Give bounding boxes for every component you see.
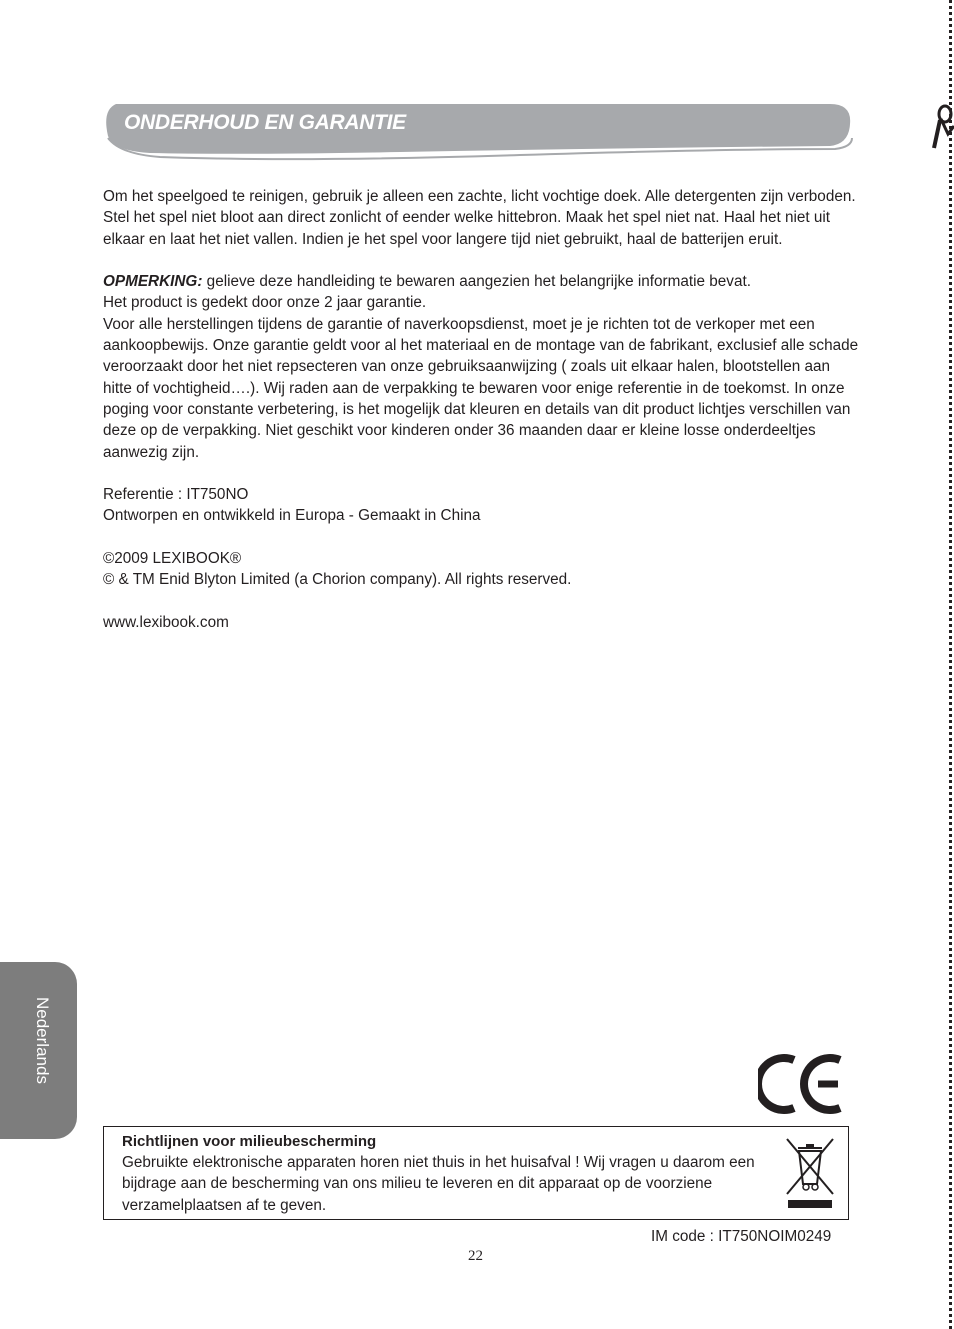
reference-line: Referentie : IT750NO: [103, 486, 249, 504]
note-label: OPMERKING:: [103, 273, 203, 291]
crossed-out-wheelie-bin-icon: [784, 1134, 836, 1214]
section-title: ONDERHOUD EN GARANTIE: [124, 111, 406, 134]
environment-heading: Richtlijnen voor milieubescherming: [122, 1133, 377, 1150]
language-tab-label: Nederlands: [33, 997, 52, 1084]
body-text: [103, 186, 863, 633]
page-number: 22: [468, 1248, 483, 1264]
care-paragraph: Om het speelgoed te reinigen, gebruik je alleen een zachte, licht vochtige doek. Alle detergenten zijn verboden. Stel het spel niet bloot aan direct zonlicht of eender welke hittebron. Maak het spel niet nat. Haal het niet uit elkaar en laat het niet vallen. Indien je het spel voor langere tijd niet gebruikt, haal de batterijen eruit.: [103, 188, 856, 248]
origin-line: Ontworpen en ontwikkeld in Europa - Gemaakt in China: [103, 507, 481, 525]
copyright-tm: © & TM Enid Blyton Limited (a Chorion company). All rights reserved.: [103, 571, 572, 589]
environment-text: Gebruikte elektronische apparaten horen niet thuis in het huisafval ! Wij vragen u daarom een bijdrage aan de bescherming van ons milieu te leveren en dit apparaat op de voorziene verzamelplaatsen af te geven.: [122, 1154, 755, 1214]
scissors-icon: [928, 104, 954, 152]
guarantee-line: Het product is gedekt door onze 2 jaar garantie.: [103, 294, 427, 312]
ce-mark-icon: [758, 1052, 846, 1116]
website-link[interactable]: www.lexibook.com: [103, 613, 229, 631]
copyright-lexibook: ©2009 LEXIBOOK®: [103, 550, 242, 568]
note-text: gelieve deze handleiding te bewaren aangezien het belangrijke informatie bevat.: [202, 273, 751, 291]
dotted-cut-line: [949, 0, 952, 1329]
service-paragraph: Voor alle herstellingen tijdens de garantie of naverkoopsdienst, moet je je richten tot de verkoper met een aankoopbewijs. Onze garantie geldt voor al het materiaal en de montage van de fabrikant, exclusief alle schade veroorzaakt door het niet repsecteren van onze gebruiksaanwijzing ( zoals uit elkaar halen, blootstellen aan hitte of vochtigheid….). Wij raden aan de verpakking te bewaren voor enige referentie in de toekomst. In onze poging voor constante verbetering, is het mogelijk dat kleuren en details van dit product lichtjes verschillen van deze op de verpakking. Niet geschikt voor kinderen onder 36 maanden daar er kleine losse onderdeeltjes aanwezig zijn.: [103, 315, 859, 461]
im-code: IM code : IT750NOIM0249: [651, 1228, 832, 1245]
note-paragraph: [103, 271, 863, 292]
